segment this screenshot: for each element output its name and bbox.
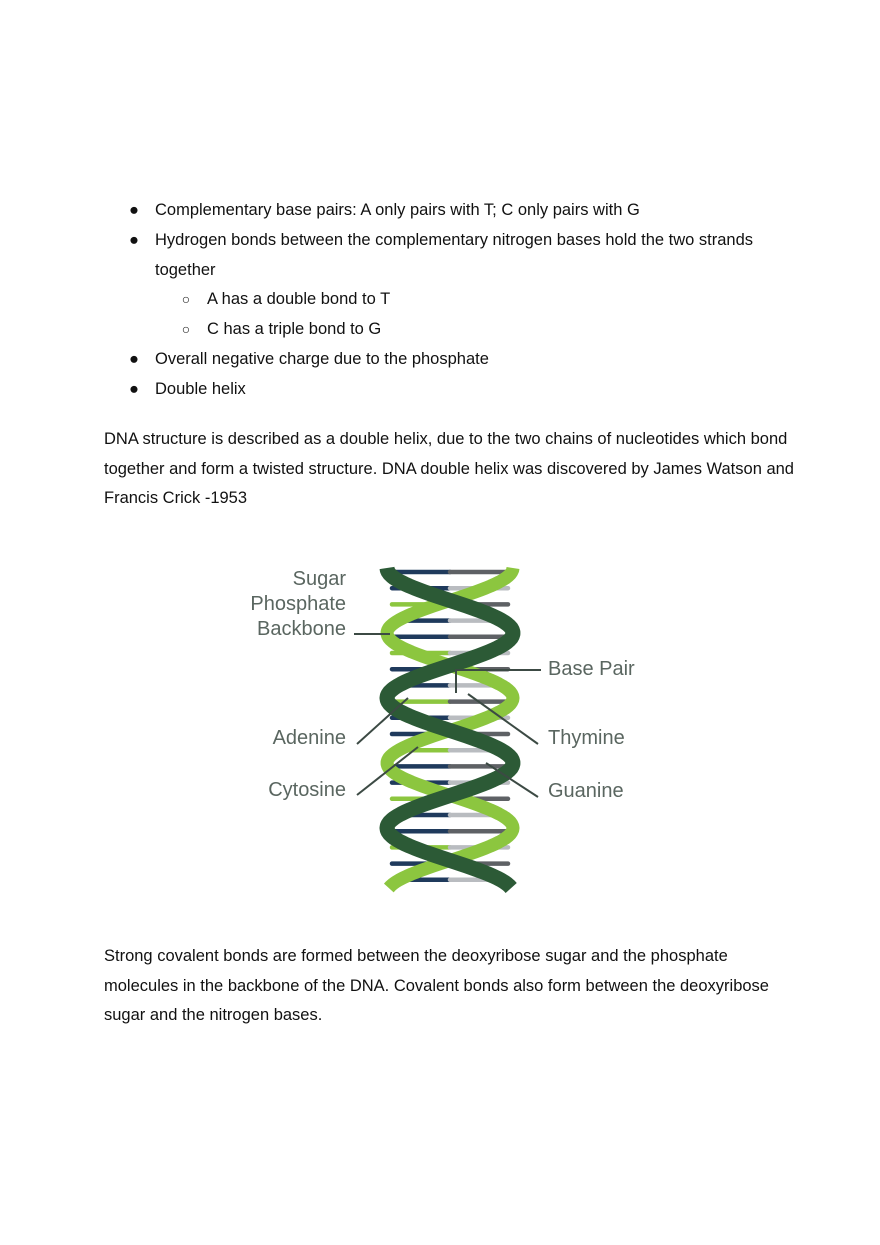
list-item xyxy=(128,375,808,405)
sub-list-item xyxy=(180,315,808,345)
sub-bullet-icon: ○ xyxy=(181,291,191,308)
sugar-label: Sugar xyxy=(292,568,346,590)
list-item xyxy=(128,226,808,286)
list-item xyxy=(128,345,808,375)
list-item-text: Complementary base pairs: A only pairs with T; C only pairs with G xyxy=(155,201,640,219)
sub-list-item xyxy=(180,285,808,315)
backbone-label: Backbone xyxy=(257,618,346,640)
thymine-label: Thymine xyxy=(548,727,625,749)
list-item xyxy=(128,196,808,226)
base-pair-label: Base Pair xyxy=(548,658,635,680)
bullet-icon: ● xyxy=(129,230,139,249)
bullet-icon: ● xyxy=(129,201,139,219)
bullet-icon: ● xyxy=(129,379,139,398)
cytosine-label: Cytosine xyxy=(268,779,346,801)
paragraph-covalent-bonds: Strong covalent bonds are formed between the deoxyribose sugar and the phosphate molecules in the backbone of the DNA. Covalent bonds also form between the deoxyribose sugar and the nitrogen bases. xyxy=(104,947,769,1025)
dna-double-helix-diagram xyxy=(230,548,660,908)
list-item-text: Double helix xyxy=(155,379,246,398)
helix-strands xyxy=(387,568,513,888)
list-item-text: C has a triple bond to G xyxy=(207,320,382,339)
paragraph-dna-structure: DNA structure is described as a double helix, due to the two chains of nucleotides which bond together and form a twisted structure. DNA double helix was discovered by James Watson and Francis Crick -1953 xyxy=(104,430,794,508)
bullet-list xyxy=(128,196,808,405)
guanine-label: Guanine xyxy=(548,780,624,802)
phosphate-label: Phosphate xyxy=(250,593,346,615)
list-item-text: Overall negative charge due to the phosphate xyxy=(155,349,489,368)
adenine-label: Adenine xyxy=(272,727,346,749)
sub-bullet-icon: ○ xyxy=(181,321,191,338)
bullet-icon: ● xyxy=(129,349,139,368)
list-item-text: Hydrogen bonds between the complementary nitrogen bases hold the two strands together xyxy=(155,230,754,279)
list-item-text: A has a double bond to T xyxy=(207,290,391,309)
